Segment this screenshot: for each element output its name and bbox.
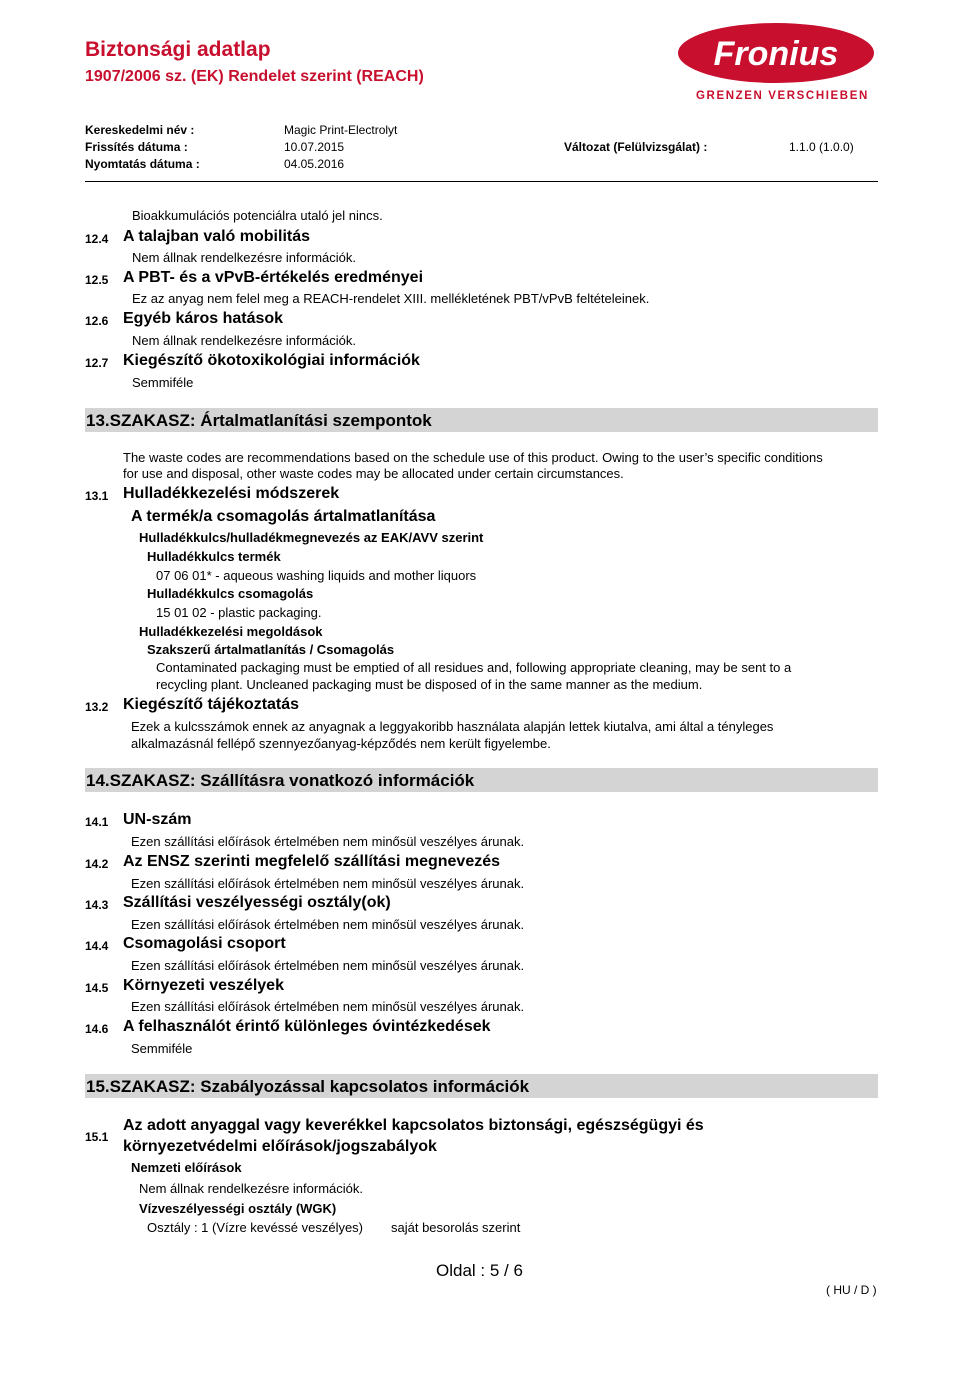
section-13-1-title: Hulladékkezelési módszerek: [123, 485, 340, 502]
section-12-5-text: Ez az anyag nem felel meg a REACH-rendelet XIII. mellékletének PBT/vPvB feltételeinek.: [132, 291, 650, 306]
section-14-6-text: Semmiféle: [131, 1041, 193, 1056]
section-14-2-number: 14.2: [85, 857, 109, 871]
section-12-7-text: Semmiféle: [132, 375, 194, 390]
wgk-self-classification: saját besorolás szerint: [391, 1220, 521, 1235]
national-regulations-text: Nem állnak rendelkezésre információk.: [139, 1181, 363, 1196]
section-13-2-line1: Ezek a kulcsszámok ennek az anyagnak a leggyakoribb használata alapján lettek kiutalva, ami által a tényleges: [131, 719, 774, 734]
print-date-value: 04.05.2016: [284, 157, 345, 171]
section-12-4-number: 12.4: [85, 232, 109, 246]
section-14-6-number: 14.6: [85, 1022, 109, 1036]
section-12-7-title: Kiegészítő ökotoxikológiai információk: [123, 352, 420, 369]
section-13-2-line2: alkalmazásnál fellépő szennyezőanyag-képződés nem került figyelembe.: [131, 736, 551, 751]
section-13-heading: 13.SZAKASZ: Ártalmatlanítási szempontok: [86, 411, 432, 430]
section-12-6-title: Egyéb káros hatások: [123, 310, 284, 327]
trade-name-value: Magic Print-Electrolyt: [284, 123, 398, 137]
section-15-1-title-line2: környezetvédelmi előírások/jogszabályok: [123, 1138, 437, 1155]
revision-date-label: Frissítés dátuma :: [85, 140, 188, 154]
section-14-2-title: Az ENSZ szerinti megfelelő szállítási megnevezés: [123, 853, 501, 870]
section-13-1-number: 13.1: [85, 489, 109, 503]
wgk-class: Osztály : 1 (Vízre kevéssé veszélyes): [147, 1220, 364, 1235]
section-14-5-text: Ezen szállítási előírások értelmében nem minősül veszélyes árunak.: [131, 999, 525, 1014]
section-14-6-title: A felhasználót érintő különleges óvintézkedések: [123, 1018, 491, 1035]
section-13-intro-line2: for use and disposal, other waste codes may be allocated under certain circumstances.: [123, 466, 624, 481]
section-15-heading: 15.SZAKASZ: Szabályozással kapcsolatos információk: [86, 1077, 530, 1096]
proper-disposal-label: Szakszerű ártalmatlanítás / Csomagolás: [147, 642, 395, 657]
section-15-1-title-line1: Az adott anyaggal vagy keverékkel kapcsolatos biztonsági, egészségügyi és: [123, 1117, 704, 1134]
section-12-6-text: Nem állnak rendelkezésre információk.: [132, 333, 356, 348]
waste-code-packaging-value: 15 01 02 - plastic packaging.: [156, 605, 322, 620]
revision-date-value: 10.07.2015: [284, 140, 345, 154]
waste-code-heading: Hulladékkulcs/hulladékmegnevezés az EAK/AVV szerint: [139, 530, 484, 545]
page-number: Oldal : 5 / 6: [436, 1261, 523, 1280]
section-13-2-title: Kiegészítő tájékoztatás: [123, 696, 300, 713]
section-14-1-number: 14.1: [85, 815, 109, 829]
version-value: 1.1.0 (1.0.0): [789, 140, 854, 154]
section-14-3-title: Szállítási veszélyességi osztály(ok): [123, 894, 391, 911]
language-code: ( HU / D ): [826, 1283, 877, 1297]
trade-name-label: Kereskedelmi név :: [85, 123, 195, 137]
section-15-1-number: 15.1: [85, 1130, 109, 1144]
waste-solutions-heading: Hulladékkezelési megoldások: [139, 624, 323, 639]
proper-disposal-line1: Contaminated packaging must be emptied of all residues and, following appropriate cleaning, may be sent to a: [156, 660, 792, 675]
section-12-7-number: 12.7: [85, 356, 109, 370]
bioaccumulation-text: Bioakkumulációs potenciálra utaló jel nincs.: [132, 208, 383, 223]
document-title: Biztonsági adatlap: [85, 38, 271, 61]
section-14-2-text: Ezen szállítási előírások értelmében nem minősül veszélyes árunak.: [131, 876, 525, 891]
section-14-5-number: 14.5: [85, 981, 109, 995]
section-12-5-number: 12.5: [85, 273, 109, 287]
section-14-heading: 14.SZAKASZ: Szállításra vonatkozó információk: [86, 771, 475, 790]
national-regulations-label: Nemzeti előírások: [131, 1160, 242, 1175]
section-14-4-text: Ezen szállítási előírások értelmében nem minősül veszélyes árunak.: [131, 958, 525, 973]
header-divider: [85, 181, 878, 182]
section-13-2-number: 13.2: [85, 700, 109, 714]
logo-wordmark: Fronius: [713, 35, 839, 73]
logo-tagline: GRENZEN VERSCHIEBEN: [696, 90, 869, 102]
section-14-4-number: 14.4: [85, 939, 109, 953]
section-14-5-title: Környezeti veszélyek: [123, 977, 284, 994]
section-12-6-number: 12.6: [85, 314, 109, 328]
wgk-label: Vízveszélyességi osztály (WGK): [139, 1201, 337, 1216]
proper-disposal-line2: recycling plant. Uncleaned packaging must be disposed of in the same manner as the medium.: [156, 677, 703, 692]
section-14-1-title: UN-szám: [123, 811, 192, 828]
waste-code-product-label: Hulladékkulcs termék: [147, 549, 281, 564]
version-label: Változat (Felülvizsgálat) :: [564, 140, 708, 154]
section-14-3-text: Ezen szállítási előírások értelmében nem minősül veszélyes árunak.: [131, 917, 525, 932]
section-13-intro-line1: The waste codes are recommendations based on the schedule use of this product. Owing to the user’s specific conditions: [123, 450, 823, 465]
section-14-1-text: Ezen szállítási előírások értelmében nem minősül veszélyes árunak.: [131, 834, 525, 849]
product-disposal-heading: A termék/a csomagolás ártalmatlanítása: [131, 508, 436, 525]
section-12-4-title: A talajban való mobilitás: [123, 228, 311, 245]
document-subtitle: 1907/2006 sz. (EK) Rendelet szerint (REACH): [85, 68, 424, 85]
section-12-5-title: A PBT- és a vPvB-értékelés eredményei: [123, 269, 424, 286]
print-date-label: Nyomtatás dátuma :: [85, 157, 200, 171]
section-14-4-title: Csomagolási csoport: [123, 935, 286, 952]
section-12-4-text: Nem állnak rendelkezésre információk.: [132, 250, 356, 265]
section-14-3-number: 14.3: [85, 898, 109, 912]
waste-code-product-value: 07 06 01* - aqueous washing liquids and mother liquors: [156, 568, 477, 583]
waste-code-packaging-label: Hulladékkulcs csomagolás: [147, 586, 314, 601]
